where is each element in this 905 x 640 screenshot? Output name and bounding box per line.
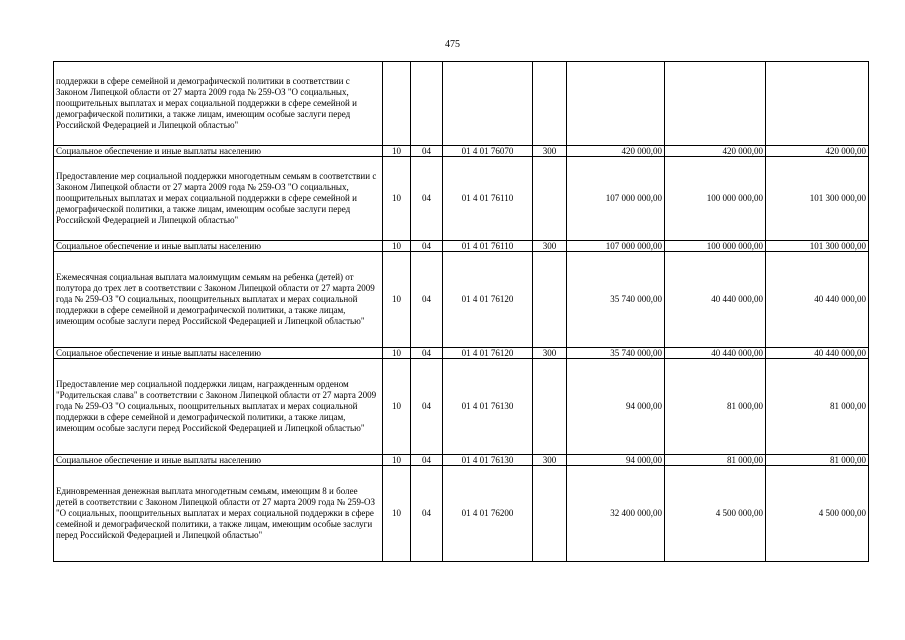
cell-subsection: 04: [411, 348, 443, 359]
table-row: [54, 455, 869, 466]
cell-sum-3: 40 440 000,00: [766, 252, 869, 348]
cell-sum-2: 40 440 000,00: [665, 348, 766, 359]
cell-target-article: 01 4 01 76120: [443, 348, 533, 359]
cell-description: Предоставление мер социальной поддержки лицам, награжденным орденом "Родительская слава" в соответствии с Законом Липецкой области от 27 марта 2009 года № 259-ОЗ "О социальных, поощрительных выплатах и мерах социальной поддержки в сфере семейной и демографической политики, а также лицам, имеющим особые заслуги перед Российской Федерацией и Липецкой областью": [54, 359, 383, 455]
table-row: [54, 157, 869, 241]
cell-sum-2: 81 000,00: [665, 359, 766, 455]
cell-subsection: [411, 62, 443, 146]
cell-sum-2: 81 000,00: [665, 455, 766, 466]
cell-target-article: 01 4 01 76120: [443, 252, 533, 348]
table-row: [54, 466, 869, 562]
cell-expense-type: 300: [533, 241, 567, 252]
cell-expense-type: [533, 62, 567, 146]
cell-sum-3: 81 000,00: [766, 455, 869, 466]
cell-sum-2: 4 500 000,00: [665, 466, 766, 562]
cell-section: 10: [383, 359, 411, 455]
cell-subsection: 04: [411, 455, 443, 466]
cell-target-article: 01 4 01 76130: [443, 359, 533, 455]
cell-description: Единовременная денежная выплата многодетным семьям, имеющим 8 и более детей в соответствии с Законом Липецкой области от 27 марта 2009 года № 259-ОЗ "О социальных, поощрительных выплатах и мерах социальной поддержки в сфере семейной и демографической политики, а также лицам, имеющим особые заслуги перед Российской Федерацией и Липецкой областью": [54, 466, 383, 562]
cell-section: 10: [383, 252, 411, 348]
cell-expense-type: [533, 157, 567, 241]
cell-sum-1: 94 000,00: [567, 359, 665, 455]
cell-target-article: 01 4 01 76200: [443, 466, 533, 562]
cell-sum-3: 40 440 000,00: [766, 348, 869, 359]
cell-sum-1: 94 000,00: [567, 455, 665, 466]
cell-section: 10: [383, 348, 411, 359]
cell-sum-3: 420 000,00: [766, 146, 869, 157]
cell-sum-3: 101 300 000,00: [766, 157, 869, 241]
cell-sum-1: 107 000 000,00: [567, 157, 665, 241]
cell-subsection: 04: [411, 466, 443, 562]
cell-expense-type: 300: [533, 146, 567, 157]
cell-subsection: 04: [411, 252, 443, 348]
cell-description: Социальное обеспечение и иные выплаты населению: [54, 348, 383, 359]
cell-expense-type: [533, 359, 567, 455]
cell-description: Ежемесячная социальная выплата малоимущим семьям на ребенка (детей) от полутора до трех лет в соответствии с Законом Липецкой области от 27 марта 2009 года № 259-ОЗ "О социальных, поощрительных выплатах и мерах социальной поддержки в сфере семейной и демографической политики, а также лицам, имеющим особые заслуги перед Российской Федерацией и Липецкой областью": [54, 252, 383, 348]
cell-expense-type: 300: [533, 348, 567, 359]
cell-target-article: 01 4 01 76110: [443, 157, 533, 241]
cell-expense-type: 300: [533, 455, 567, 466]
cell-description: Социальное обеспечение и иные выплаты населению: [54, 455, 383, 466]
cell-sum-1: 32 400 000,00: [567, 466, 665, 562]
cell-description: поддержки в сфере семейной и демографической политики в соответствии с Законом Липецкой области от 27 марта 2009 года № 259-ОЗ "О социальных, поощрительных выплатах и мерах социальной поддержки в сфере семейной и демографической политики, а также лицам, имеющим особые заслуги перед Российской Федерацией и Липецкой областью": [54, 62, 383, 146]
table-row: [54, 359, 869, 455]
table-row: [54, 146, 869, 157]
cell-sum-2: 420 000,00: [665, 146, 766, 157]
cell-sum-1: 35 740 000,00: [567, 252, 665, 348]
cell-section: [383, 62, 411, 146]
cell-section: 10: [383, 146, 411, 157]
cell-description: Предоставление мер социальной поддержки многодетным семьям в соответствии с Законом Липецкой области от 27 марта 2009 года № 259-ОЗ "О социальных, поощрительных выплатах и мерах социальной поддержки в сфере семейной и демографической политики, а также лицам, имеющим особые заслуги перед Российской Федерацией и Липецкой областью": [54, 157, 383, 241]
table-row: [54, 252, 869, 348]
cell-sum-3: 81 000,00: [766, 359, 869, 455]
cell-sum-3: 101 300 000,00: [766, 241, 869, 252]
cell-description: Социальное обеспечение и иные выплаты населению: [54, 146, 383, 157]
cell-target-article: 01 4 01 76070: [443, 146, 533, 157]
cell-section: 10: [383, 157, 411, 241]
table-row: [54, 62, 869, 146]
cell-sum-1: 107 000 000,00: [567, 241, 665, 252]
cell-subsection: 04: [411, 146, 443, 157]
table-row: [54, 241, 869, 252]
cell-sum-2: 100 000 000,00: [665, 241, 766, 252]
page-number: 475: [445, 39, 460, 50]
cell-section: 10: [383, 455, 411, 466]
cell-expense-type: [533, 466, 567, 562]
table-row: [54, 348, 869, 359]
cell-sum-3: 4 500 000,00: [766, 466, 869, 562]
cell-target-article: [443, 62, 533, 146]
cell-target-article: 01 4 01 76110: [443, 241, 533, 252]
cell-sum-1: 420 000,00: [567, 146, 665, 157]
cell-section: 10: [383, 466, 411, 562]
cell-sum-1: [567, 62, 665, 146]
budget-table: [53, 61, 869, 562]
cell-sum-2: 100 000 000,00: [665, 157, 766, 241]
cell-sum-1: 35 740 000,00: [567, 348, 665, 359]
cell-sum-2: [665, 62, 766, 146]
cell-subsection: 04: [411, 241, 443, 252]
cell-expense-type: [533, 252, 567, 348]
cell-subsection: 04: [411, 157, 443, 241]
cell-section: 10: [383, 241, 411, 252]
cell-sum-2: 40 440 000,00: [665, 252, 766, 348]
cell-description: Социальное обеспечение и иные выплаты населению: [54, 241, 383, 252]
cell-sum-3: [766, 62, 869, 146]
cell-target-article: 01 4 01 76130: [443, 455, 533, 466]
cell-subsection: 04: [411, 359, 443, 455]
